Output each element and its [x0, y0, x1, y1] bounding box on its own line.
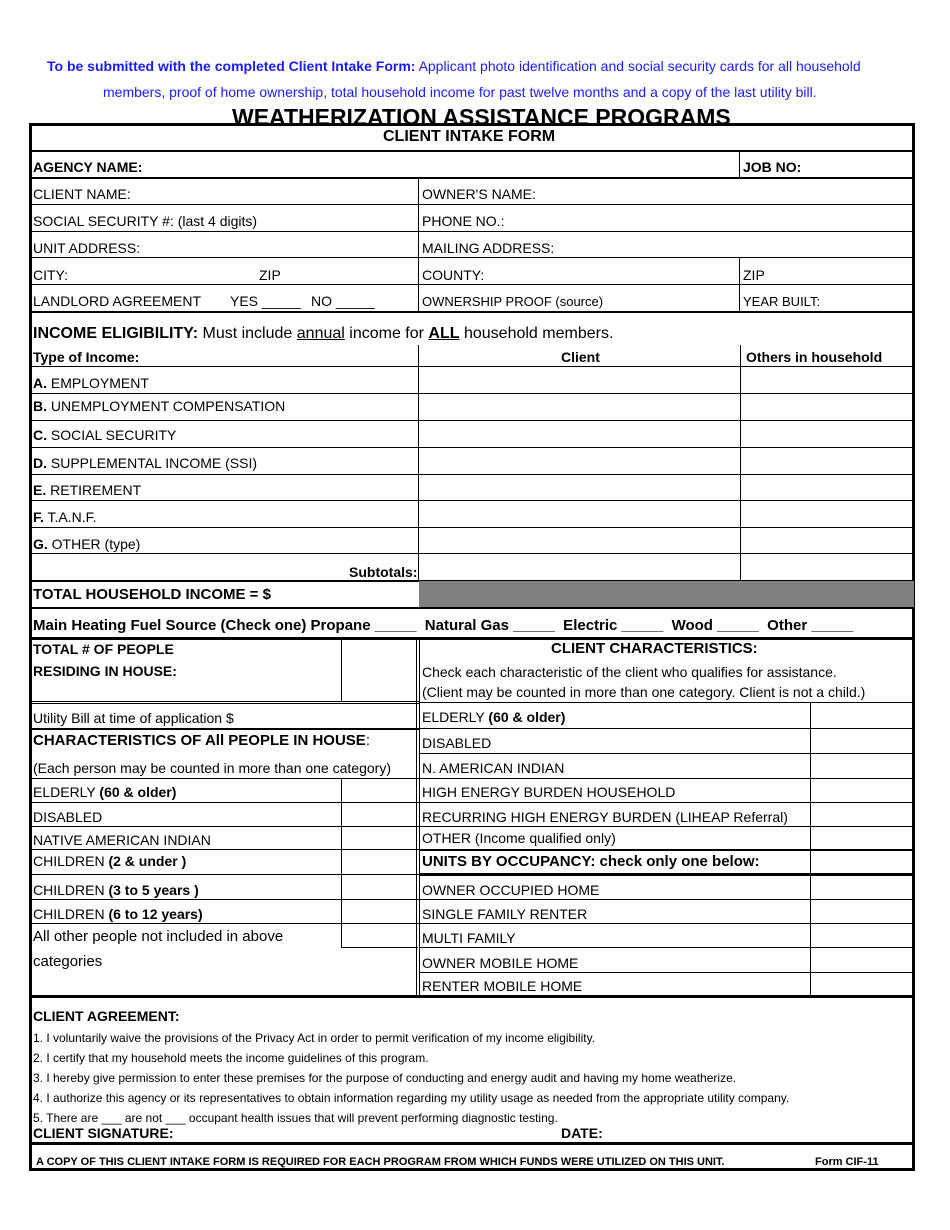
client-other: OTHER (Income qualified only)	[422, 830, 616, 846]
income-client-cell[interactable]	[419, 395, 740, 419]
income-row-letter: C.	[33, 427, 47, 443]
agreement-item-3: 3. I hereby give permission to enter these premises for the purpose of conducting and energy audit and having my home weatherize.	[33, 1071, 737, 1085]
income-row-divider	[30, 447, 914, 448]
total-people-label-2: RESIDING IN HOUSE:	[33, 663, 177, 679]
year-built-field[interactable]: YEAR BUILT:	[743, 294, 821, 309]
income-row-label	[33, 509, 97, 525]
zip-field-1[interactable]: ZIP	[259, 267, 281, 283]
job-no-label: JOB NO:	[743, 159, 802, 175]
income-row-text: OTHER (type)	[51, 536, 141, 552]
landlord-no-field[interactable]: NO _____	[311, 293, 375, 309]
people-native-american: NATIVE AMERICAN INDIAN	[33, 832, 211, 848]
unit-owner-mobile-home: OWNER MOBILE HOME	[422, 955, 579, 971]
income-client-cell[interactable]	[419, 528, 740, 552]
client-characteristics-note-1: Check each characteristic of the client who qualifies for assistance.	[422, 664, 837, 680]
form-title: CLIENT INTAKE FORM	[383, 128, 556, 145]
income-row-label	[33, 427, 176, 443]
people-children-6-12: CHILDREN (6 to 12 years)	[33, 906, 203, 922]
footer-copy-note: A COPY OF THIS CLIENT INTAKE FORM IS REQUIRED FOR EACH PROGRAM FROM WHICH FUNDS WERE UTILIZED ON THIS UNIT.	[36, 1156, 725, 1168]
income-others-cell[interactable]	[741, 502, 914, 526]
client-high-energy-burden: HIGH ENERGY BURDEN HOUSEHOLD	[422, 784, 676, 800]
client-agreement-heading: CLIENT AGREEMENT:	[33, 1008, 180, 1024]
income-row-label	[33, 455, 257, 471]
units-by-occupancy-heading: UNITS BY OCCUPANCY: check only one below:	[422, 853, 760, 870]
client-american-indian: N. AMERICAN INDIAN	[422, 760, 565, 776]
client-elderly: ELDERLY (60 & older)	[422, 709, 566, 725]
ssn-field[interactable]: SOCIAL SECURITY #: (last 4 digits)	[33, 213, 258, 229]
unit-single-family-renter: SINGLE FAMILY RENTER	[422, 906, 588, 922]
unit-owner-occupied: OWNER OCCUPIED HOME	[422, 882, 600, 898]
income-client-cell[interactable]	[419, 422, 740, 446]
date-field[interactable]: DATE:	[561, 1125, 603, 1141]
landlord-agreement-label: LANDLORD AGREEMENT	[33, 293, 202, 309]
income-row-text: SUPPLEMENTAL INCOME (SSI)	[50, 455, 258, 471]
form-id: Form CIF-11	[815, 1156, 879, 1168]
agency-name-label: AGENCY NAME:	[33, 159, 143, 175]
total-income-label: TOTAL HOUSEHOLD INCOME = $	[33, 586, 271, 603]
income-client-cell[interactable]	[419, 502, 740, 526]
income-others-cell[interactable]	[741, 422, 914, 446]
utility-bill-field[interactable]: Utility Bill at time of application $	[33, 710, 234, 726]
notice-line-2: members, proof of home ownership, total household income for past twelve months and a copy of the last utility bill.	[103, 84, 817, 100]
income-row-text: SOCIAL SECURITY	[50, 427, 177, 443]
client-recurring-burden: RECURRING HIGH ENERGY BURDEN (LIHEAP Referral)	[422, 809, 788, 825]
total-people-box[interactable]	[341, 639, 418, 702]
client-characteristics-note-2: (Client may be counted in more than one category. Client is not a child.)	[422, 684, 866, 700]
people-other-line-1: All other people not included in above	[33, 928, 284, 945]
county-field[interactable]: COUNTY:	[422, 267, 485, 283]
mailing-address-field[interactable]: MAILING ADDRESS:	[422, 240, 555, 256]
income-row-label	[33, 536, 140, 552]
total-people-label-1: TOTAL # OF PEOPLE	[33, 641, 174, 657]
income-row-divider	[30, 553, 914, 554]
people-other-line-2: categories	[33, 953, 103, 970]
ownership-proof-field[interactable]: OWNERSHIP PROOF (source)	[422, 294, 604, 309]
total-income-shaded-cell	[419, 581, 914, 607]
income-others-cell[interactable]	[741, 475, 914, 499]
people-disabled: DISABLED	[33, 809, 103, 825]
income-row-label	[33, 375, 149, 391]
income-others-cell[interactable]	[741, 368, 914, 392]
program-title: WEATHERIZATION ASSISTANCE PROGRAMS	[232, 104, 731, 130]
client-name-field[interactable]: CLIENT NAME:	[33, 186, 131, 202]
income-others-cell[interactable]	[741, 528, 914, 552]
landlord-yes-field[interactable]: YES _____	[230, 293, 301, 309]
income-row-text: UNEMPLOYMENT COMPENSATION	[50, 398, 286, 414]
income-client-cell[interactable]	[419, 449, 740, 473]
income-row-letter: E.	[33, 482, 47, 498]
people-children-2-under: CHILDREN (2 & under )	[33, 853, 187, 869]
income-row-label	[33, 482, 141, 498]
income-row-letter: F.	[33, 509, 44, 525]
income-row-divider	[30, 393, 914, 394]
income-row-divider	[30, 420, 914, 421]
unit-multi-family: MULTI FAMILY	[422, 930, 516, 946]
phone-field[interactable]: PHONE NO.:	[422, 213, 505, 229]
unit-address-field[interactable]: UNIT ADDRESS:	[33, 240, 141, 256]
unit-renter-mobile-home: RENTER MOBILE HOME	[422, 978, 583, 994]
income-row-letter: D.	[33, 455, 47, 471]
owners-name-field[interactable]: OWNER'S NAME:	[422, 186, 536, 202]
income-row-letter: B.	[33, 398, 47, 414]
agreement-item-5[interactable]: 5. There are ___ are not ___ occupant health issues that will prevent performing diagnostic testing.	[33, 1111, 558, 1125]
people-children-3-5: CHILDREN (3 to 5 years )	[33, 882, 199, 898]
income-row-text: RETIREMENT	[50, 482, 142, 498]
client-characteristics-heading: CLIENT CHARACTERISTICS:	[551, 640, 758, 657]
income-row-letter: A.	[33, 375, 47, 391]
income-others-cell[interactable]	[741, 395, 914, 419]
income-row-label	[33, 398, 285, 414]
client-signature-field[interactable]: CLIENT SIGNATURE:	[33, 1125, 174, 1141]
income-col-type: Type of Income:	[33, 349, 140, 365]
city-field[interactable]: CITY:	[33, 267, 69, 283]
people-characteristics-note: (Each person may be counted in more than one category)	[33, 760, 391, 776]
agreement-item-1: 1. I voluntarily waive the provisions of the Privacy Act in order to permit verification of my income eligibility.	[33, 1031, 596, 1045]
income-row-letter: G.	[33, 536, 48, 552]
agreement-item-4: 4. I authorize this agency or its representatives to obtain information regarding my utility usage as needed from the appropriate utility company.	[33, 1091, 790, 1105]
income-client-cell[interactable]	[419, 368, 740, 392]
income-others-cell[interactable]	[741, 449, 914, 473]
income-heading: INCOME ELIGIBILITY: Must include annual income for ALL household members.	[33, 325, 614, 342]
people-characteristics-heading: CHARACTERISTICS OF All PEOPLE IN HOUSE:	[33, 732, 370, 749]
people-elderly: ELDERLY (60 & older)	[33, 784, 177, 800]
income-row-text: EMPLOYMENT	[50, 375, 149, 391]
zip-field-2[interactable]: ZIP	[743, 267, 765, 283]
subtotals-label: Subtotals:	[349, 564, 418, 580]
client-disabled: DISABLED	[422, 735, 492, 751]
agreement-item-2: 2. I certify that my household meets the income guidelines of this program.	[33, 1051, 429, 1065]
income-client-cell[interactable]	[419, 475, 740, 499]
income-row-divider	[30, 500, 914, 501]
income-row-text: T.A.N.F.	[47, 509, 97, 525]
income-col-client: Client	[561, 349, 600, 365]
notice-line-1: To be submitted with the completed Client Intake Form: Applicant photo identification and social security cards for all household	[47, 58, 861, 74]
income-col-others: Others in household	[746, 349, 883, 365]
heating-fuel-source[interactable]: Main Heating Fuel Source (Check one) Propane _____ Natural Gas _____ Electric _____ Wood _____ Other _____	[33, 617, 854, 634]
